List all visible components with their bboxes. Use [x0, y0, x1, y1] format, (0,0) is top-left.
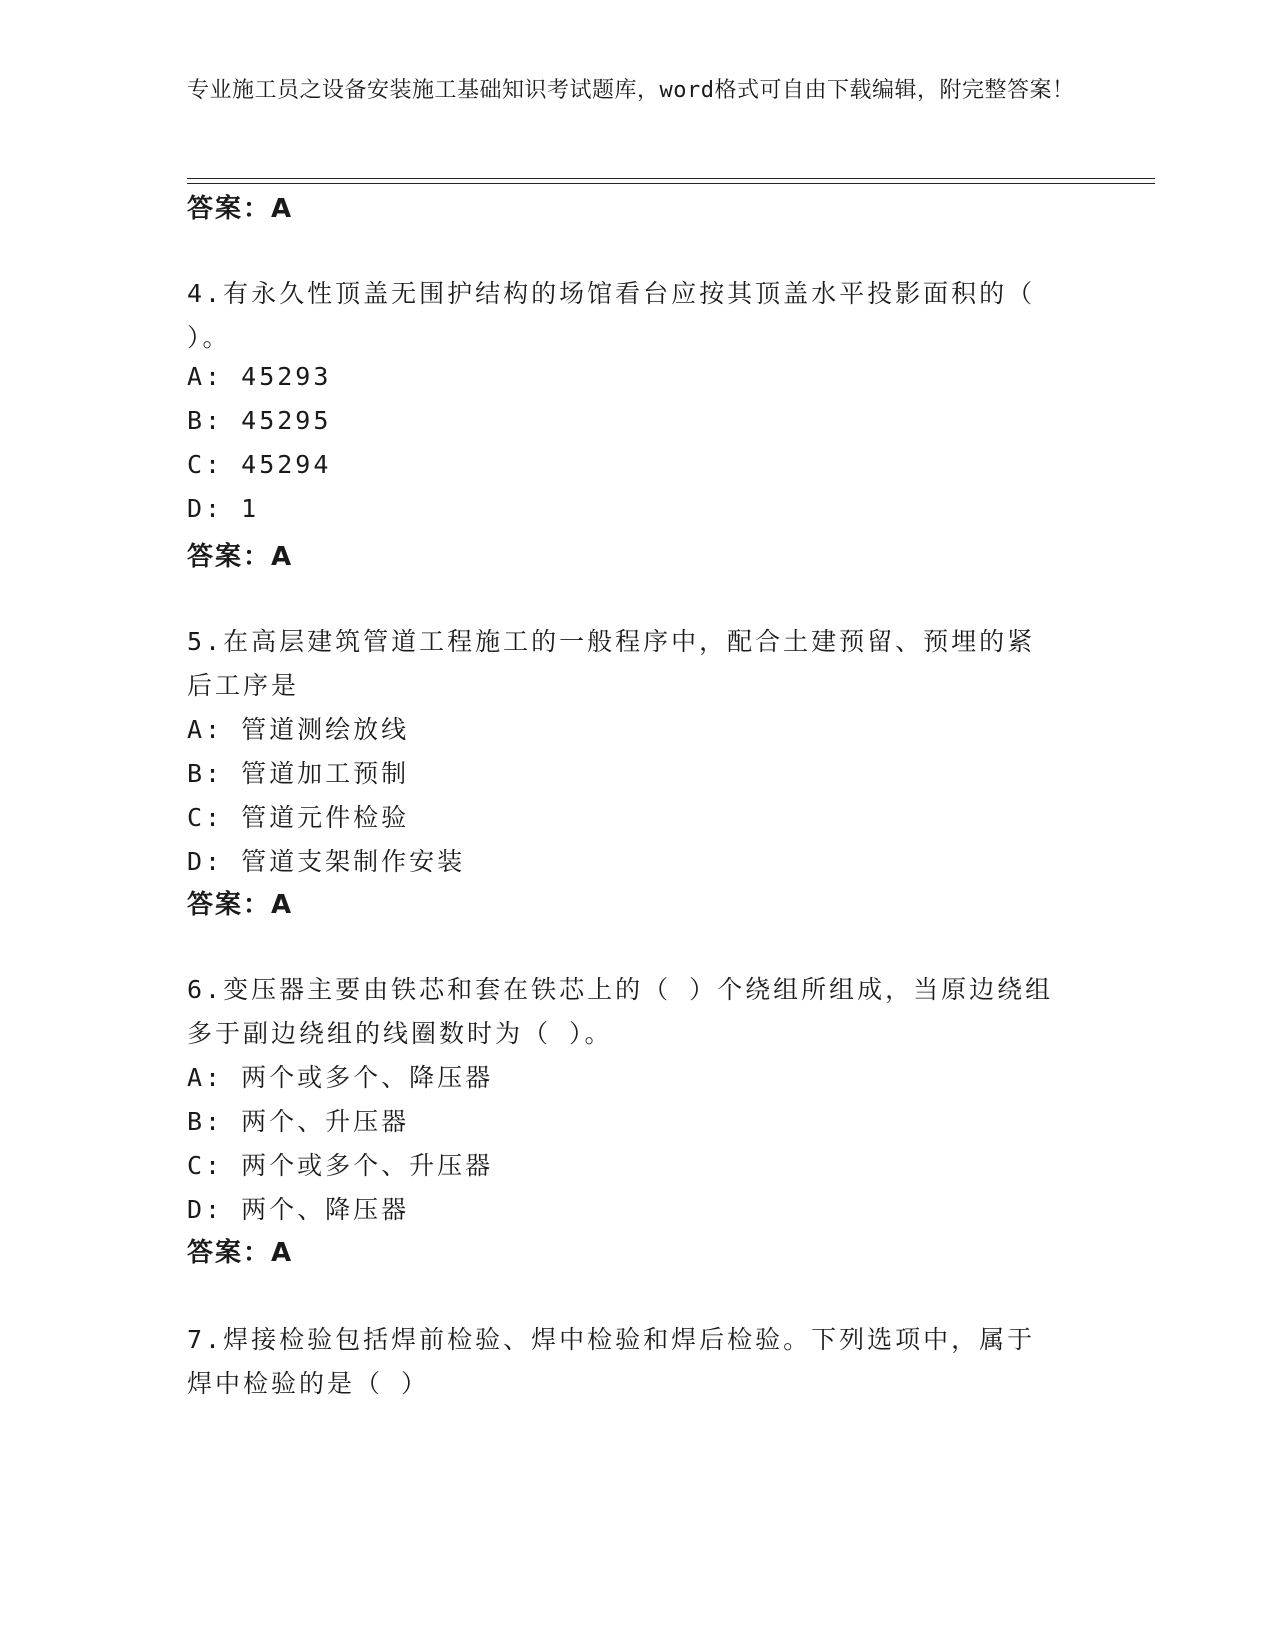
question-6-option-b: B: 两个、升压器: [187, 1107, 410, 1136]
header-divider-bottom: [187, 183, 1155, 184]
question-4-option-b: B: 45295: [187, 406, 332, 435]
question-4-text-line2: ）。: [187, 323, 231, 352]
question-5-option-d: D: 管道支架制作安装: [187, 847, 466, 876]
question-5-option-c: C: 管道元件检验: [187, 803, 410, 832]
question-4-option-c: C: 45294: [187, 450, 332, 479]
answer-q4: 答案：A: [187, 542, 294, 572]
question-5-option-a: A: 管道测绘放线: [187, 715, 410, 744]
question-5-text-line2: 后工序是: [187, 671, 300, 700]
question-4-option-d: D: 1: [187, 494, 260, 523]
question-6-text-line1: 6.变压器主要由铁芯和套在铁芯上的（ ）个绕组所组成，当原边绕组: [187, 975, 1054, 1004]
answer-q3: 答案：A: [187, 194, 294, 224]
question-4-option-a: A: 45293: [187, 362, 332, 391]
question-5-option-b: B: 管道加工预制: [187, 759, 410, 788]
document-header: 专业施工员之设备安装施工基础知识考试题库，word格式可自由下载编辑，附完整答案！: [187, 78, 1075, 103]
question-5-text-line1: 5.在高层建筑管道工程施工的一般程序中，配合土建预留、预埋的紧: [187, 627, 1036, 656]
answer-q5: 答案：A: [187, 890, 294, 920]
question-4-text-line1: 4.有永久性顶盖无围护结构的场馆看台应按其顶盖水平投影面积的（: [187, 279, 1036, 308]
answer-q6: 答案：A: [187, 1238, 294, 1268]
question-6-text-line2: 多于副边绕组的线圈数时为（ ）。: [187, 1019, 613, 1048]
question-7-text-line1: 7.焊接检验包括焊前检验、焊中检验和焊后检验。下列选项中，属于: [187, 1325, 1036, 1354]
question-6-option-c: C: 两个或多个、升压器: [187, 1151, 494, 1180]
question-6-option-d: D: 两个、降压器: [187, 1195, 410, 1224]
question-6-option-a: A: 两个或多个、降压器: [187, 1063, 494, 1092]
question-7-text-line2: 焊中检验的是（ ）: [187, 1369, 430, 1398]
header-divider-top: [187, 178, 1155, 179]
